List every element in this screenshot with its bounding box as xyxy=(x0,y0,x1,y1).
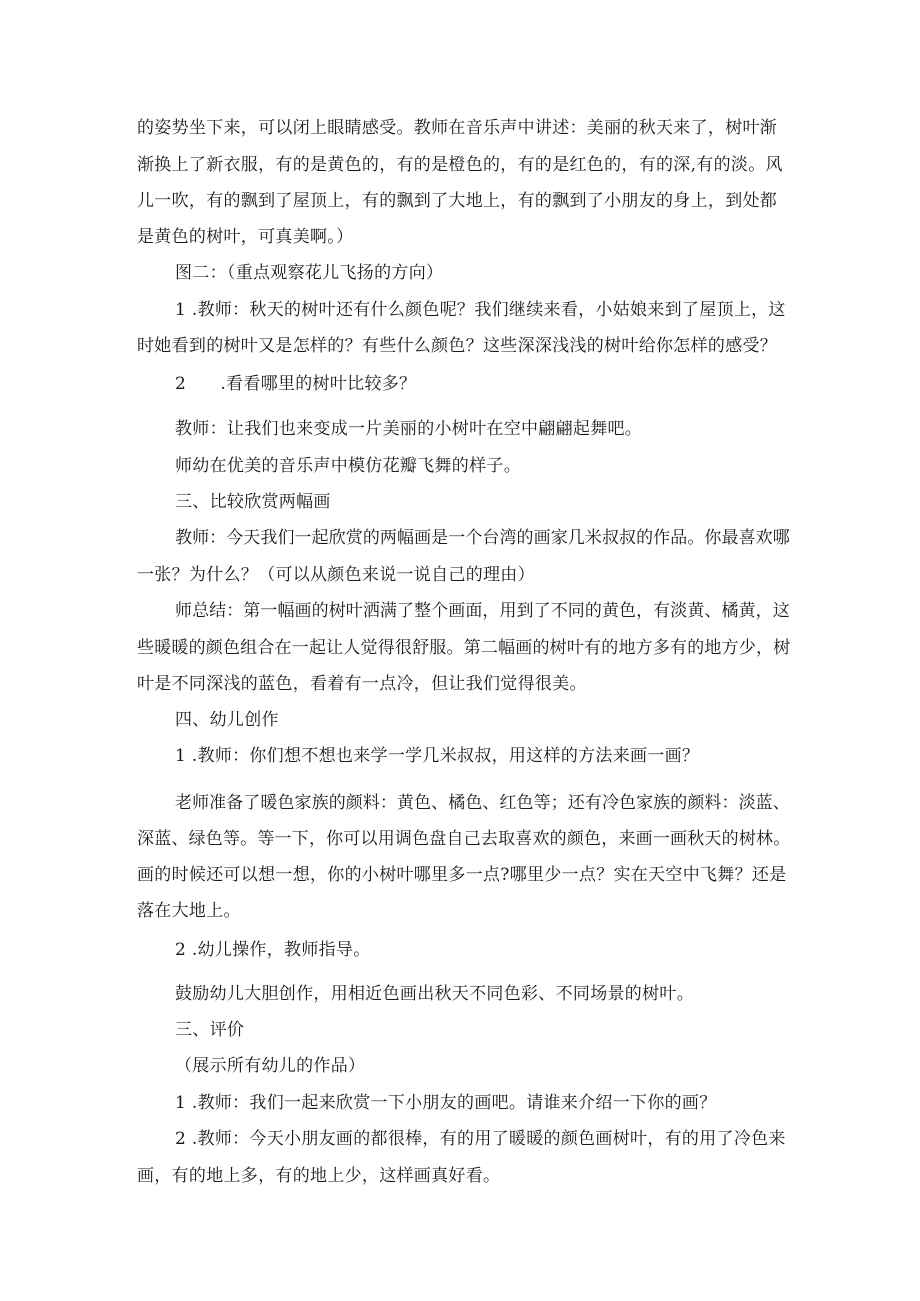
section-heading: 四、幼儿创作 xyxy=(175,710,279,730)
text-line: （展示所有幼儿的作品） xyxy=(175,1056,366,1076)
text-line: 画，有的地上多，有的地上少，这样画真好看。 xyxy=(137,1166,501,1186)
text-line: 2 .教师：今天小朋友画的都很棒，有的用了暖暖的颜色画树叶，有的用了冷色来 xyxy=(175,1129,786,1149)
text-line: 深蓝、绿色等。等一下，你可以用调色盘自己去取喜欢的颜色，来画一画秋天的树林。 xyxy=(137,829,791,849)
text-line: 2 .幼儿操作，教师指导。 xyxy=(175,940,371,960)
section-heading: 三、评价 xyxy=(175,1020,245,1040)
text-line: 儿一吹，有的飘到了屋顶上，有的飘到了大地上，有的飘到了小朋友的身上，到处都 xyxy=(137,191,778,211)
text-line: 是黄色的树叶，可真美啊。） xyxy=(137,227,354,247)
text-line: 落在大地上。 xyxy=(137,901,241,921)
text-line: 师幼在优美的音乐声中模仿花瓣飞舞的样子。 xyxy=(175,456,521,476)
text-line: 渐换上了新衣服，有的是黄色的，有的是橙色的，有的是红色的，有的深,有的淡。风 xyxy=(137,155,783,175)
text-line: 一张？为什么？（可以从颜色来说一说自己的理由） xyxy=(137,565,535,585)
text-line: 1 .教师：我们一起来欣赏一下小朋友的画吧。请谁来介绍一下你的画？ xyxy=(175,1093,717,1113)
text-line: 1 .教师：你们想不想也来学一学几米叔叔，用这样的方法来画一画？ xyxy=(175,746,700,766)
section-heading: 三、比较欣赏两幅画 xyxy=(175,492,331,512)
text-line: 1 .教师：秋天的树叶还有什么颜色呢？我们继续来看，小姑娘来到了屋顶上，这 xyxy=(175,300,786,320)
text-line: 时她看到的树叶又是怎样的？有些什么颜色？这些深深浅浅的树叶给你怎样的感受？ xyxy=(137,336,778,356)
text-line: 鼓励幼儿大胆创作，用相近色画出秋天不同色彩、不同场景的树叶。 xyxy=(175,984,694,1004)
text-line: 些暖暖的颜色组合在一起让人觉得很舒服。第二幅画的树叶有的地方多有的地方少，树 xyxy=(137,638,791,658)
text-line: 叶是不同深浅的蓝色，看着有一点冷，但让我们觉得很美。 xyxy=(137,674,587,694)
text-line: 2 .看看哪里的树叶比较多？ xyxy=(175,374,417,394)
text-line: 教师：让我们也来变成一片美丽的小树叶在空中翩翩起舞吧。 xyxy=(175,419,643,439)
text-line: 的姿势坐下来，可以闭上眼睛感受。教师在音乐声中讲述：美丽的秋天来了，树叶渐 xyxy=(137,118,778,138)
text-line: 画的时候还可以想一想，你的小树叶哪里多一点?哪里少一点？实在天空中飞舞？还是 xyxy=(137,865,787,885)
text-line: 教师：今天我们一起欣赏的两幅画是一个台湾的画家几米叔叔的作品。你最喜欢哪 xyxy=(175,528,790,548)
section-heading: 图二：（重点观察花儿飞扬的方向） xyxy=(175,263,444,283)
text-line: 师总结：第一幅画的树叶洒满了整个画面，用到了不同的黄色，有淡黄、橘黄，这 xyxy=(175,601,790,621)
text-line: 老师准备了暖色家族的颜料：黄色、橘色、红色等；还有冷色家族的颜料：淡蓝、 xyxy=(175,793,790,813)
